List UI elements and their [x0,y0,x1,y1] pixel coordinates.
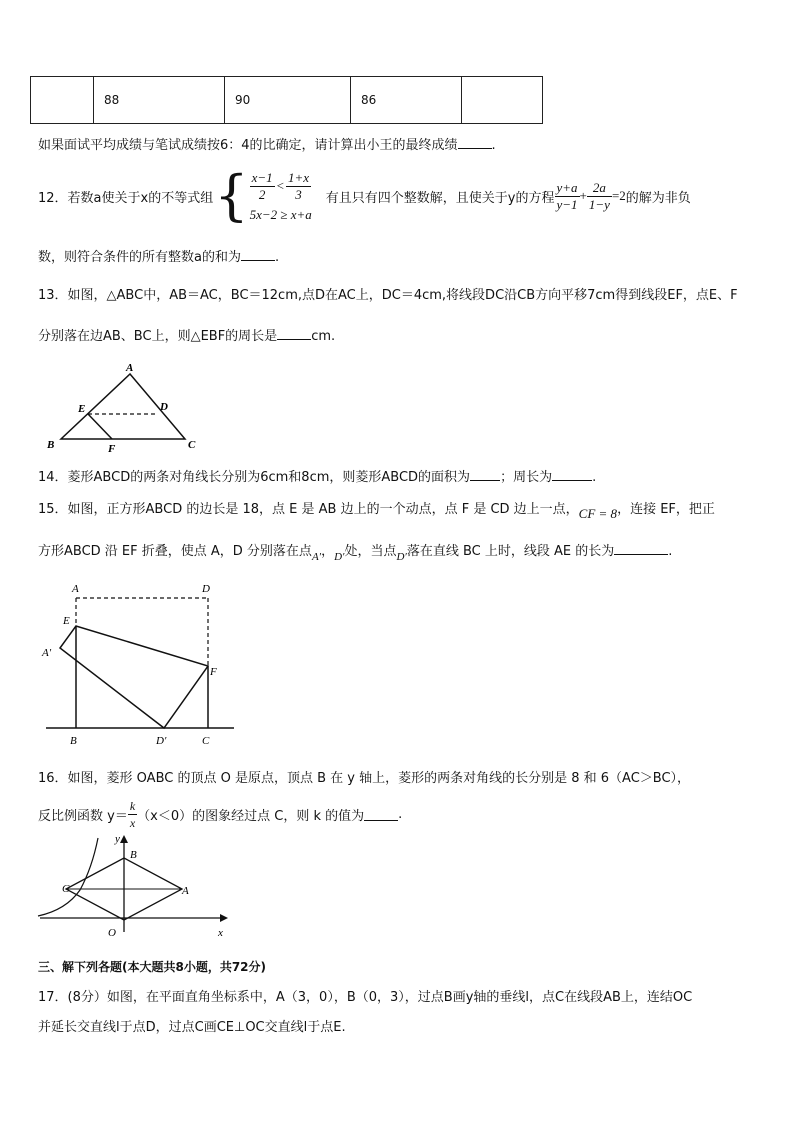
answer-blank [614,542,668,555]
numerator: 2a [587,180,612,197]
fraction [555,180,580,213]
q15-line1 [38,498,715,521]
q13-line1: 13．如图，△ABC中，AB＝AC，BC＝12cm,点D在AC上，DC＝4cm,将线段DC沿CB方向平移7cm得到线段EF，点E、F [38,288,738,303]
q12-text: 数，则符合条件的所有整数a的和为 [38,250,241,265]
label-c: C [202,735,210,747]
q15-cf: CF = 8 [578,506,618,521]
fraction [286,170,311,203]
label-x: x [218,927,223,939]
label-y: y [115,833,120,845]
denominator: y−1 [556,196,578,212]
label-a: A [126,362,134,374]
label-a: A [182,885,189,897]
numerator: 1+x [287,169,309,185]
q15-d-prime: D′ [334,551,345,563]
q12-line2 [38,246,279,265]
inequality-system [250,170,312,223]
numerator: k [129,798,136,813]
denominator: 2 [258,186,266,202]
answer-blank [552,468,592,481]
q15-a-prime: A′ [311,551,322,563]
fraction [128,798,137,831]
q16-line2 [38,794,402,834]
denominator: x [129,815,136,830]
q12-end: . [274,250,280,265]
label-b: B [47,439,55,451]
q11-end: . [491,138,496,153]
label-e: E [63,615,70,627]
label-a: A [72,583,79,595]
label-e: E [78,403,86,415]
q11-tail [38,134,496,153]
segment-ef [88,414,112,439]
q12-mid: 有且只有四个整数解，且使关于y的方程 [325,190,555,206]
q11-text: 如果面试平均成绩与笔试成绩按6：4的比确定，请计算出小王的最终成绩 [38,138,458,153]
question-12 [38,164,691,228]
brace-icon: { [214,164,249,227]
q16-text: 反比例函数 y＝ [38,808,128,824]
q15-text: 落在直线 BC 上时，线段 AE 的长为 [406,544,615,559]
q15-tail: ，连接 EF，把正 [617,502,715,517]
q17-line1: 17．(8分）如图，在平面直角坐标系中，A（3，0），B（0，3），过点B画y轴的垂线l，点C在线段AB上，连结OC [38,990,693,1005]
q16-text: （x＜0）的图象经过点 C，则 k 的值为 [137,808,365,824]
label-f: F [108,443,116,454]
q14-mid: ；周长为 [500,470,553,485]
y-axis-arrow-icon [120,835,128,843]
q13-line2 [38,325,335,344]
label-o: O [108,927,116,939]
label-d-prime: D′ [156,735,167,747]
answer-blank [241,248,275,261]
question-14 [38,466,596,485]
label-b: B [70,735,77,747]
label-c: C [62,883,70,895]
q15-d-prime: D′ [396,551,407,563]
table-cell: 90 [225,77,351,124]
label-d: D [202,583,210,595]
denominator: 1−y [588,196,610,212]
label-d: D [160,401,168,413]
triangle-figure [40,362,210,454]
label-a-prime: A′ [42,647,52,659]
operator: < [276,178,284,193]
q13-text: 分别落在边AB、BC上，则△EBF的周长是 [38,329,278,344]
q15-end: . [668,544,673,559]
q15-line2 [38,540,673,563]
section-heading: 三、解下列各题(本大题共8小题，共72分) [38,960,267,974]
table-cell: 88 [94,77,225,124]
table-cell [31,77,94,124]
answer-blank [277,327,311,340]
denominator: 3 [295,186,302,202]
q15-text: 15．如图，正方形ABCD 的边长是 18，点 E 是 AB 边上的一个动点，点 F 是 CD 边上一点， [38,502,579,517]
operator: + [579,188,587,203]
q14-text: 14．菱形ABCD的两条对角线长分别为6cm和8cm，则菱形ABCD的面积为 [38,470,471,485]
label-c: C [188,439,196,451]
q15-text: 处，当点 [344,544,397,559]
answer-blank [364,808,398,821]
label-f: F [210,666,217,678]
inequality-2: 5x−2 ≥ x+a [249,206,312,222]
inequality-1 [250,170,312,203]
numerator: y+a [556,179,578,195]
table-cell [462,77,543,124]
q12-tail: 的解为非负 [625,190,691,206]
q16-line1: 16．如图，菱形 OABC 的顶点 O 是原点，顶点 B 在 y 轴上，菱形的两条对角线的长分别是 8 和 6（AC＞BC）， [38,771,691,786]
answer-blank [458,136,492,149]
answer-blank [470,468,500,481]
q12-lead: 12．若数a使关于x的不等式组 [38,190,214,206]
score-table [30,76,543,124]
q14-end: . [592,470,597,485]
rhombus-graph-figure [36,832,236,944]
q16-end: . [398,806,403,822]
q17-line2: 并延长交直线l于点D，过点C画CE⊥OC交直线l于点E. [38,1020,346,1035]
table-row [31,77,543,124]
q15-sep: ， [321,544,335,559]
folded-quad [60,626,208,728]
label-b: B [130,849,137,861]
fraction [250,170,275,203]
fold-square-figure [38,578,238,748]
q15-text: 方形ABCD 沿 EF 折叠，使点 A，D 分别落在点 [38,544,312,559]
x-axis-arrow-icon [220,914,228,922]
table-cell: 86 [351,77,462,124]
equation-rhs: =2 [611,188,626,203]
fraction [587,180,612,213]
q13-end: cm. [311,329,336,344]
numerator: x−1 [251,169,273,185]
